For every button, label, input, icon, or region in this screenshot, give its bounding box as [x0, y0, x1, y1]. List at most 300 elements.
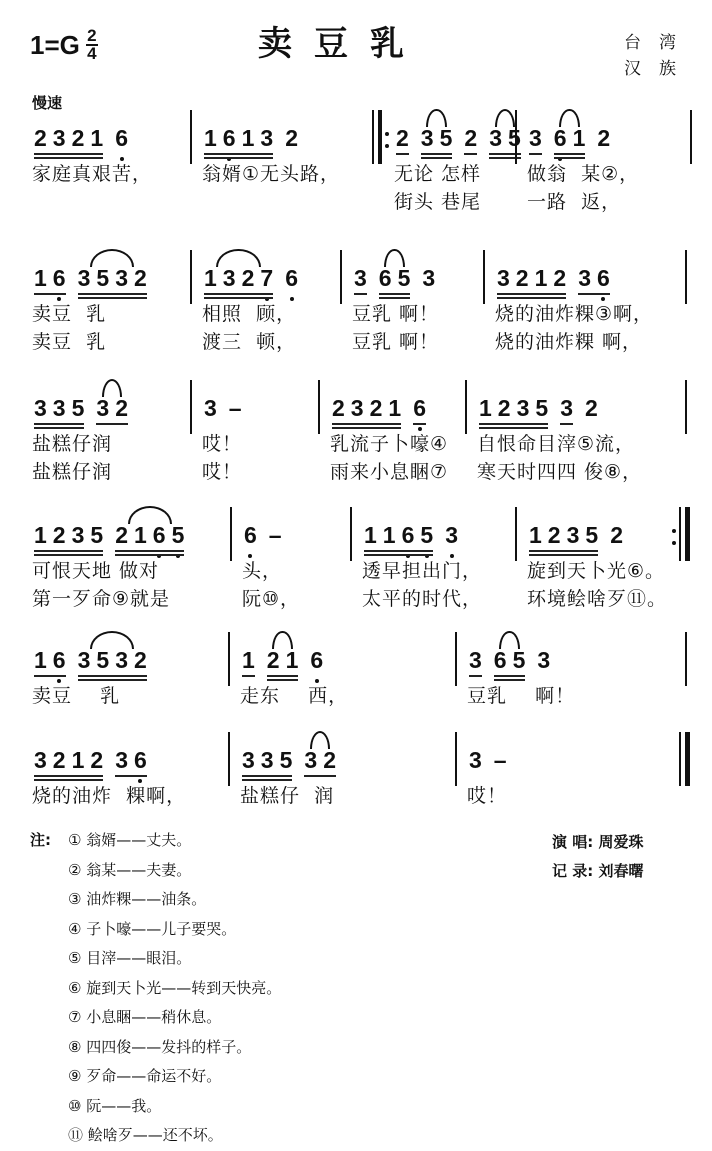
- barline: [378, 110, 382, 164]
- note: 5: [279, 747, 293, 773]
- note-group: [554, 125, 586, 158]
- note-row: [465, 740, 681, 780]
- footnote: ④ 子卜嚎——儿子要哭。: [68, 919, 237, 938]
- lyric-line: 透早担出门，: [362, 560, 483, 582]
- note-group: [469, 747, 482, 780]
- lyric-line: 哎！: [202, 433, 243, 455]
- time-top: 2: [87, 26, 97, 45]
- note: 5: [96, 647, 110, 673]
- note-group: [242, 647, 255, 680]
- beam-underline: [364, 554, 433, 556]
- repeat-dot: [672, 541, 676, 545]
- lyric-line: 环境鲙啥歹⑪。: [527, 588, 668, 610]
- beam-underline: [479, 427, 548, 429]
- note: 3: [445, 522, 458, 548]
- note-group: [78, 647, 147, 680]
- lyric-line: 烧的油炸 粿啊，: [32, 785, 187, 807]
- note: 1: [242, 647, 255, 673]
- note-group: [479, 395, 548, 428]
- note-group: [469, 647, 482, 680]
- beam-underline: [204, 293, 273, 295]
- note: 2: [52, 522, 66, 548]
- note-group: [204, 265, 273, 298]
- note: 1: [34, 647, 47, 673]
- origin-ethnicity: 汉族: [624, 59, 694, 79]
- note: 3: [469, 747, 482, 773]
- note-group: [379, 265, 411, 298]
- footnotes: [30, 826, 281, 1151]
- beam-underline: [413, 423, 426, 425]
- lyric-line: 卖豆 乳: [32, 685, 121, 707]
- lyric-line: 盐糕仔润: [32, 461, 113, 483]
- note-group: [585, 395, 598, 428]
- note: 3: [222, 265, 236, 291]
- note: 3: [77, 647, 91, 673]
- measure: [525, 118, 686, 214]
- note: 1: [479, 395, 492, 421]
- note-group: [413, 395, 426, 428]
- slur-mark: [216, 249, 260, 267]
- measure: [465, 640, 681, 708]
- beam-underline: [204, 153, 273, 155]
- lyric-line: 豆乳 啊！: [352, 331, 440, 353]
- note-group: [494, 647, 526, 680]
- slur-mark: [495, 109, 515, 127]
- recorder-credit: 记 录: 刘春曙: [552, 862, 644, 880]
- slur-mark: [499, 631, 519, 649]
- beam-underline: [479, 423, 548, 425]
- note: 1: [388, 395, 402, 421]
- measure: [200, 258, 336, 354]
- note: 3: [71, 522, 85, 548]
- note: 6: [378, 265, 392, 291]
- note-group: [578, 265, 610, 298]
- note: 3: [354, 265, 367, 291]
- note: 3: [115, 265, 128, 291]
- barline: [190, 110, 192, 164]
- note: 6: [413, 395, 426, 421]
- note: 6: [596, 265, 610, 291]
- note: 3: [34, 395, 47, 421]
- lyric-line: 街头 巷尾: [394, 191, 482, 213]
- note: 2: [133, 265, 147, 291]
- note-group: [78, 265, 147, 298]
- note: 2: [547, 522, 561, 548]
- footnote: ⑩ 阮——我。: [68, 1096, 162, 1115]
- note: 2: [369, 395, 383, 421]
- note: 2: [115, 395, 128, 421]
- footnote: ② 翁某——夫妻。: [68, 860, 192, 879]
- note: 6: [244, 522, 257, 548]
- beam-underline: [34, 675, 66, 677]
- measure: [475, 388, 681, 484]
- note-group: [537, 647, 550, 680]
- beam-underline: [78, 679, 147, 681]
- barline: [318, 380, 320, 434]
- lyric-line: 盐糕仔 润: [240, 785, 335, 807]
- note: 3: [204, 395, 217, 421]
- note-row: [30, 258, 186, 298]
- lyric-line: 太平的时代，: [362, 588, 483, 610]
- barline: [515, 110, 517, 164]
- note-group: [34, 522, 103, 555]
- note-group: [115, 522, 184, 555]
- note: 3: [537, 647, 551, 673]
- note: 2: [285, 125, 298, 151]
- lyric-line: 第一歹命⑨就是: [32, 588, 171, 610]
- note: 5: [397, 265, 411, 291]
- beam-underline: [242, 779, 292, 781]
- note-row: [30, 118, 186, 158]
- beam-underline: [34, 775, 103, 777]
- lyric-line: 烧的油炸粿③啊，: [495, 303, 654, 325]
- note: 2: [323, 747, 336, 773]
- note: 5: [171, 522, 185, 548]
- slur-mark: [426, 109, 446, 127]
- note-group: [396, 125, 409, 158]
- beam-underline: [267, 679, 299, 681]
- barline: [455, 732, 457, 786]
- slur-mark: [384, 249, 404, 267]
- slur-mark: [102, 379, 122, 397]
- beam-underline: [554, 153, 586, 155]
- beam-underline: [115, 554, 184, 556]
- beam-underline: [497, 297, 566, 299]
- note-row: [30, 740, 224, 780]
- note: 1: [572, 125, 586, 151]
- beam-underline: [554, 157, 586, 159]
- barline: [350, 507, 352, 561]
- note: –: [493, 747, 507, 773]
- note: 5: [420, 522, 434, 548]
- beam-underline: [332, 427, 401, 429]
- beam-underline: [421, 157, 453, 159]
- beam-underline: [115, 775, 147, 777]
- note: 2: [610, 522, 623, 548]
- note: 3: [52, 125, 66, 151]
- beam-underline: [364, 550, 433, 552]
- lyric-line: 乳流子卜嚎④: [330, 433, 449, 455]
- note: 6: [222, 125, 236, 151]
- note: 3: [350, 395, 364, 421]
- barline: [228, 632, 230, 686]
- measure: [493, 258, 681, 354]
- note: 2: [71, 125, 85, 151]
- barline: [483, 250, 485, 304]
- barline: [228, 732, 230, 786]
- beam-underline: [469, 675, 482, 677]
- note: 6: [133, 747, 147, 773]
- note-group: [34, 747, 103, 780]
- singer-credit: 演 唱: 周爱珠: [552, 833, 644, 851]
- beam-underline: [78, 297, 147, 299]
- measure: [465, 740, 681, 808]
- note-group: [96, 395, 128, 428]
- note-group: [244, 522, 257, 555]
- note: 2: [332, 395, 345, 421]
- note: 1: [241, 125, 255, 151]
- lyric-line: 走东 西，: [240, 685, 349, 707]
- note: 3: [422, 265, 436, 291]
- note-row: [240, 515, 346, 555]
- measure: [238, 740, 451, 808]
- note-row: [475, 388, 681, 428]
- note: 6: [493, 647, 507, 673]
- note: –: [228, 395, 242, 421]
- barline: [455, 632, 457, 686]
- beam-underline: [354, 293, 367, 295]
- lyric-line: 渡三 顿，: [202, 331, 297, 353]
- note: 2: [584, 395, 598, 421]
- beam-underline: [560, 423, 573, 425]
- note: 3: [260, 125, 274, 151]
- note-group: [445, 522, 458, 555]
- footnote: ⑨ 歹命——命运不好。: [68, 1067, 222, 1085]
- lyric-line: 豆乳 啊！: [352, 303, 440, 325]
- time-bottom: 4: [87, 44, 97, 63]
- beam-underline: [267, 675, 299, 677]
- beam-underline: [242, 775, 292, 777]
- barline: [685, 250, 687, 304]
- barline: [190, 250, 192, 304]
- lyric-line: 寒天时四四 俊⑧，: [477, 461, 643, 483]
- note: 1: [71, 747, 85, 773]
- measure: [30, 258, 186, 354]
- slur-mark: [90, 249, 134, 267]
- note: 3: [469, 647, 482, 673]
- note: 1: [285, 647, 299, 673]
- note-row: [360, 515, 511, 555]
- measure: [238, 640, 451, 708]
- note-group: [34, 647, 66, 680]
- note: 2: [597, 125, 611, 151]
- note-group: [269, 522, 282, 555]
- measure: [350, 258, 479, 354]
- beam-underline: [34, 427, 84, 429]
- lyric-line: 阮⑩，: [242, 588, 301, 610]
- key-text: 1=G: [30, 29, 80, 60]
- measure: [525, 515, 681, 611]
- beam-underline: [96, 423, 128, 425]
- credits: [552, 828, 643, 886]
- note-row: [200, 118, 368, 158]
- note: 1: [133, 522, 147, 548]
- note-group: [560, 395, 573, 428]
- note-group: [304, 747, 336, 780]
- lyric-line: 烧的油炸粿 啊，: [495, 331, 643, 353]
- note: 3: [516, 395, 530, 421]
- beam-underline: [529, 153, 542, 155]
- beam-underline: [494, 675, 526, 677]
- beam-underline: [242, 675, 255, 677]
- note: 1: [382, 522, 396, 548]
- note: 6: [553, 125, 567, 151]
- note: 3: [52, 395, 66, 421]
- note: 1: [534, 265, 548, 291]
- note: 5: [585, 522, 599, 548]
- slur-mark: [128, 506, 172, 524]
- note: 2: [133, 647, 147, 673]
- note: 2: [515, 265, 529, 291]
- lyric-line: 哎！: [467, 785, 508, 807]
- slur-mark: [310, 731, 330, 749]
- lyric-line: 雨来小息睏⑦: [330, 461, 449, 483]
- beam-underline: [34, 423, 84, 425]
- note: 1: [34, 265, 47, 291]
- barline: [465, 380, 467, 434]
- note: 3: [489, 125, 502, 151]
- note-group: [497, 265, 566, 298]
- slur-mark: [272, 631, 292, 649]
- origin-region: 台湾: [624, 33, 694, 53]
- barline: [690, 110, 692, 164]
- barline: [679, 732, 681, 786]
- note: 1: [34, 522, 47, 548]
- repeat-dot: [672, 529, 676, 533]
- beam-underline: [115, 550, 184, 552]
- footnote: ⑤ 目滓——眼泪。: [68, 949, 192, 967]
- note-group: [229, 395, 242, 428]
- note: 5: [90, 522, 104, 548]
- note: 3: [560, 395, 573, 421]
- note: 3: [115, 747, 128, 773]
- lyric-line: 哎！: [202, 461, 243, 483]
- note-group: [354, 265, 367, 298]
- repeat-dot: [385, 144, 389, 148]
- barline: [685, 632, 687, 686]
- note-group: [597, 125, 610, 158]
- note-row: [392, 118, 521, 158]
- lyric-line: 无论 怎样: [394, 163, 482, 185]
- lyric-line: 头，: [242, 560, 283, 582]
- note-group: [364, 522, 433, 555]
- slur-mark: [559, 109, 579, 127]
- note: 6: [310, 647, 324, 673]
- note-group: [422, 265, 435, 298]
- note: 3: [497, 265, 510, 291]
- note-row: [200, 258, 336, 298]
- song-title: 卖豆乳: [258, 24, 426, 64]
- beam-underline: [34, 550, 103, 552]
- barline: [685, 732, 690, 786]
- note-group: [285, 125, 298, 158]
- time-signature: [86, 28, 98, 62]
- note: 2: [115, 522, 128, 548]
- barline: [190, 380, 192, 434]
- slur-mark: [90, 631, 134, 649]
- lyric-line: 家庭真艰苦，: [32, 163, 153, 185]
- lyric-line: 卖豆 乳: [32, 331, 107, 353]
- note-row: [465, 640, 681, 680]
- note: 2: [52, 747, 66, 773]
- measure: [328, 388, 461, 484]
- note: –: [268, 522, 282, 548]
- note-group: [204, 125, 273, 158]
- note-group: [610, 522, 623, 555]
- note-group: [34, 265, 66, 298]
- note: 3: [420, 125, 434, 151]
- note: 1: [204, 125, 217, 151]
- note-row: [238, 640, 451, 680]
- lyric-line: 自恨命目滓⑤流，: [477, 433, 636, 455]
- barline: [230, 507, 232, 561]
- lyric-line: 做翁 某②，: [527, 163, 640, 185]
- note-row: [30, 640, 224, 680]
- repeat-dot: [385, 132, 389, 136]
- note: 3: [115, 647, 128, 673]
- tempo-marking: 慢速: [32, 94, 63, 112]
- note: 1: [364, 522, 377, 548]
- note: 2: [464, 125, 478, 151]
- measure: [30, 640, 224, 708]
- note-group: [494, 747, 507, 780]
- barline: [340, 250, 342, 304]
- note: 3: [578, 265, 591, 291]
- beam-underline: [34, 157, 103, 159]
- barline: [685, 380, 687, 434]
- note-row: [350, 258, 479, 298]
- note-group: [242, 747, 292, 780]
- note: 2: [553, 265, 567, 291]
- note-group: [34, 125, 103, 158]
- note-row: [328, 388, 461, 428]
- lyric-line: 豆乳 啊！: [467, 685, 576, 707]
- lyric-line: 相照 顾，: [202, 303, 297, 325]
- beam-underline: [204, 157, 273, 159]
- beam-underline: [34, 779, 103, 781]
- beam-underline: [332, 423, 401, 425]
- beam-underline: [34, 554, 103, 556]
- note: 2: [266, 647, 280, 673]
- barline: [515, 507, 517, 561]
- note-row: [493, 258, 681, 298]
- note: 1: [90, 125, 104, 151]
- note-group: [464, 125, 477, 158]
- lyric-line: 可恨天地 做对: [32, 560, 160, 582]
- measure: [240, 515, 346, 611]
- note-row: [30, 515, 226, 555]
- note: 2: [34, 125, 47, 151]
- beam-underline: [494, 679, 526, 681]
- note: 2: [241, 265, 255, 291]
- footnote: ③ 油炸粿——油条。: [68, 890, 207, 908]
- note: 6: [152, 522, 166, 548]
- note: 5: [96, 265, 110, 291]
- note-group: [529, 125, 542, 158]
- beam-underline: [421, 153, 453, 155]
- beam-underline: [34, 293, 66, 295]
- note: 6: [285, 265, 298, 291]
- note-row: [525, 118, 686, 158]
- note-group: [310, 647, 323, 680]
- note-row: [30, 388, 186, 428]
- note-group: [267, 647, 299, 680]
- lyric-line: 盐糕仔润: [32, 433, 113, 455]
- beam-underline: [578, 293, 610, 295]
- footnote: ⑦ 小息睏——稍休息。: [68, 1008, 222, 1026]
- note: 2: [90, 747, 104, 773]
- note-row: [200, 388, 314, 428]
- note: 3: [77, 265, 91, 291]
- note-group: [204, 395, 217, 428]
- beam-underline: [379, 293, 411, 295]
- footnote: ⑥ 旋到天卜光——转到天快亮。: [68, 978, 282, 997]
- barline: [679, 507, 681, 561]
- measure: [30, 118, 186, 186]
- lyric-line: 卖豆 乳: [32, 303, 107, 325]
- note: 2: [396, 125, 409, 151]
- note-group: [285, 265, 298, 298]
